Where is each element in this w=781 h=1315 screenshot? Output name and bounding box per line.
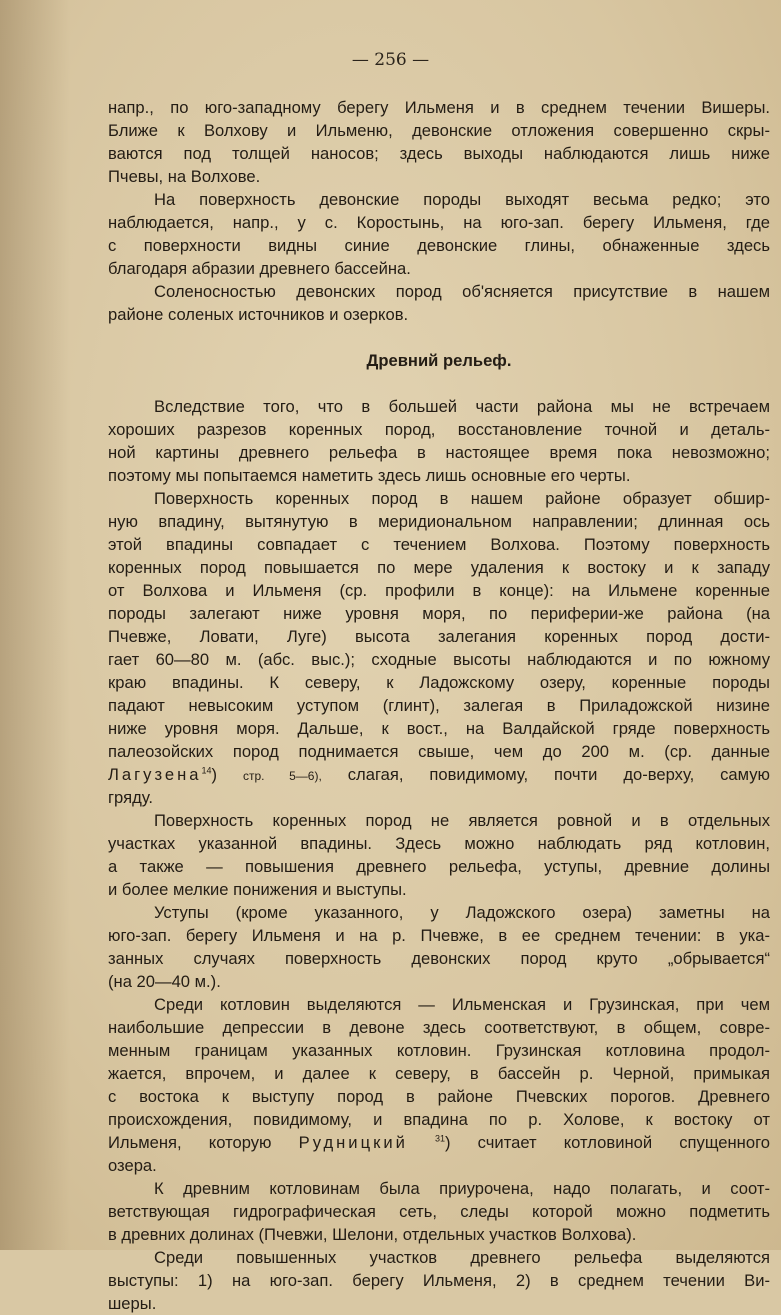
text-line: ную впадину, вытянутую в меридиональном направлении; длинная ось — [108, 512, 770, 531]
text-line: и более мелкие понижения и выступы. — [108, 880, 407, 899]
text-line: падают невысоким уступом (глинт), залегая в Приладожской низине — [108, 696, 770, 715]
text-line: этой впадины совпадает с течением Волхова. Поэтому поверхность — [108, 535, 770, 554]
blank-line — [108, 326, 770, 349]
text-line: шеры. — [108, 1294, 157, 1313]
line-start: Ильменя, которую — [108, 1133, 272, 1152]
text-line: жается, впрочем, и далее к северу, в бассейн р. Черной, примыкая — [108, 1064, 770, 1083]
text-line: Поверхность коренных пород в нашем районе образует обшир- — [154, 489, 770, 508]
text-line: Уступы (кроме указанного, у Ладожского озера) заметны на — [154, 903, 770, 922]
text-line: ветствующая гидрографическая сеть, следы которой можно подметить — [108, 1202, 770, 1221]
section-heading: Древний рельеф. — [366, 351, 512, 370]
text-line: На поверхность девонские породы выходят весьма редко; это — [154, 190, 770, 209]
body-text — [108, 96, 770, 1315]
text-line: гряду. — [108, 788, 154, 807]
text-line: ной картины древнего рельефа в настоящее время пока невозможно; — [108, 443, 770, 462]
text-line: в древних долинах (Пчевжи, Шелони, отдельных участков Волхова). — [108, 1225, 637, 1244]
text-line: Пчевы, на Волхове. — [108, 167, 261, 186]
text-line: участках указанной впадины. Здесь можно наблюдать ряд котловин, — [108, 834, 770, 853]
text-line: юго-зап. берегу Ильменя и на р. Пчевже, в ее среднем течении: в ука- — [108, 926, 770, 945]
line-rest: слагая, повидимому, почти до-верху, самую — [347, 765, 770, 784]
text-line: менным границам указанных котловин. Грузинская котловина продол- — [108, 1041, 770, 1060]
text-line: породы залегают ниже уровня моря, по периферии-же района (на — [108, 604, 770, 623]
text-line: Среди котловин выделяются — Ильменская и Грузинская, при чем — [154, 995, 770, 1014]
text-line: Лагузена$^{14}$) стр. 5—6), слагая, повидимому, почти до-верху, самую — [108, 765, 770, 784]
author-name: Рудницкий — [298, 1133, 408, 1152]
text-line: озера. — [108, 1156, 157, 1175]
reference-number: 31 — [435, 1133, 446, 1144]
text-line: ниже уровня моря. Дальше, к вост., на Валдайской гряде поверхность — [108, 719, 770, 738]
reference-number: 14 — [201, 765, 212, 776]
text-line: поэтому мы попытаемся наметить здесь лишь основные его черты. — [108, 466, 631, 485]
text-line: К древним котловинам была приурочена, надо полагать, и соот- — [154, 1179, 770, 1198]
text-line: происхождения, повидимому, и впадина по р. Холове, к востоку от — [108, 1110, 770, 1129]
text-line: (на 20—40 м.). — [108, 972, 221, 991]
text-line: с поверхности видны синие девонские глины, обнаженные здесь — [108, 236, 770, 255]
text-line: благодаря абразии древнего бассейна. — [108, 259, 411, 278]
text-line: напр., по юго-западному берегу Ильменя и в среднем течении Вишеры. — [108, 98, 770, 117]
text-line: Пчевже, Ловати, Луге) высота залегания коренных пород дости- — [108, 627, 770, 646]
text-line: Поверхность коренных пород не является ровной и в отдельных — [154, 811, 770, 830]
text-line: краю впадины. К северу, к Ладожскому озеру, коренные породы — [108, 673, 770, 692]
text-line: хороших разрезов коренных пород, восстановление точной и деталь- — [108, 420, 770, 439]
text-line: гает 60—80 м. (абс. выс.); сходные высоты наблюдаются и по южному — [108, 650, 770, 669]
text-line: Вследствие того, что в большей части района мы не встречаем — [154, 397, 770, 416]
text-line: Ильменя, которую Рудницкий $^{31}$) считает котловиной спущенного — [108, 1133, 770, 1152]
author-name: Лагузена — [108, 765, 202, 784]
page-reference: стр. 5—6), — [242, 769, 322, 783]
page-number: — 256 — — [351, 50, 430, 70]
text-line: занных случаях поверхность девонских пород круто „обрывается“ — [108, 949, 770, 968]
text-line: наблюдается, напр., у с. Коростынь, на юго-зап. берегу Ильменя, где — [108, 213, 770, 232]
text-line: а также — повышения древнего рельефа, уступы, древние долины — [108, 857, 770, 876]
text-line: районе соленых источников и озерков. — [108, 305, 409, 324]
text-line: ваются под толщей наносов; здесь выходы наблюдаются лишь ниже — [108, 144, 770, 163]
text-line: палеозойских пород поднимается свыше, чем до 200 м. (ср. данные — [108, 742, 770, 761]
text-line: от Волхова и Ильменя (ср. профили в конце): на Ильмене коренные — [108, 581, 770, 600]
text-line: Среди повышенных участков древнего рельефа выделяются — [154, 1248, 770, 1267]
text-line: с востока к выступу пород в районе Пчевских порогов. Древнего — [108, 1087, 770, 1106]
line-rest: считает котловиной спущенного — [477, 1133, 770, 1152]
binding-shadow — [0, 0, 70, 1250]
text-line: коренных пород повышается по мере удаления к востоку и к западу — [108, 558, 770, 577]
text-line: Ближе к Волхову и Ильменю, девонские отложения совершенно скры- — [108, 121, 770, 140]
blank-line — [108, 372, 770, 395]
text-line: наибольшие депрессии в девоне здесь соответствуют, в общем, совре- — [108, 1018, 770, 1037]
text-line: Соленосностью девонских пород об'ясняется присутствие в нашем — [154, 282, 770, 301]
text-line: выступы: 1) на юго-зап. берегу Ильменя, 2) в среднем течении Ви- — [108, 1271, 770, 1290]
